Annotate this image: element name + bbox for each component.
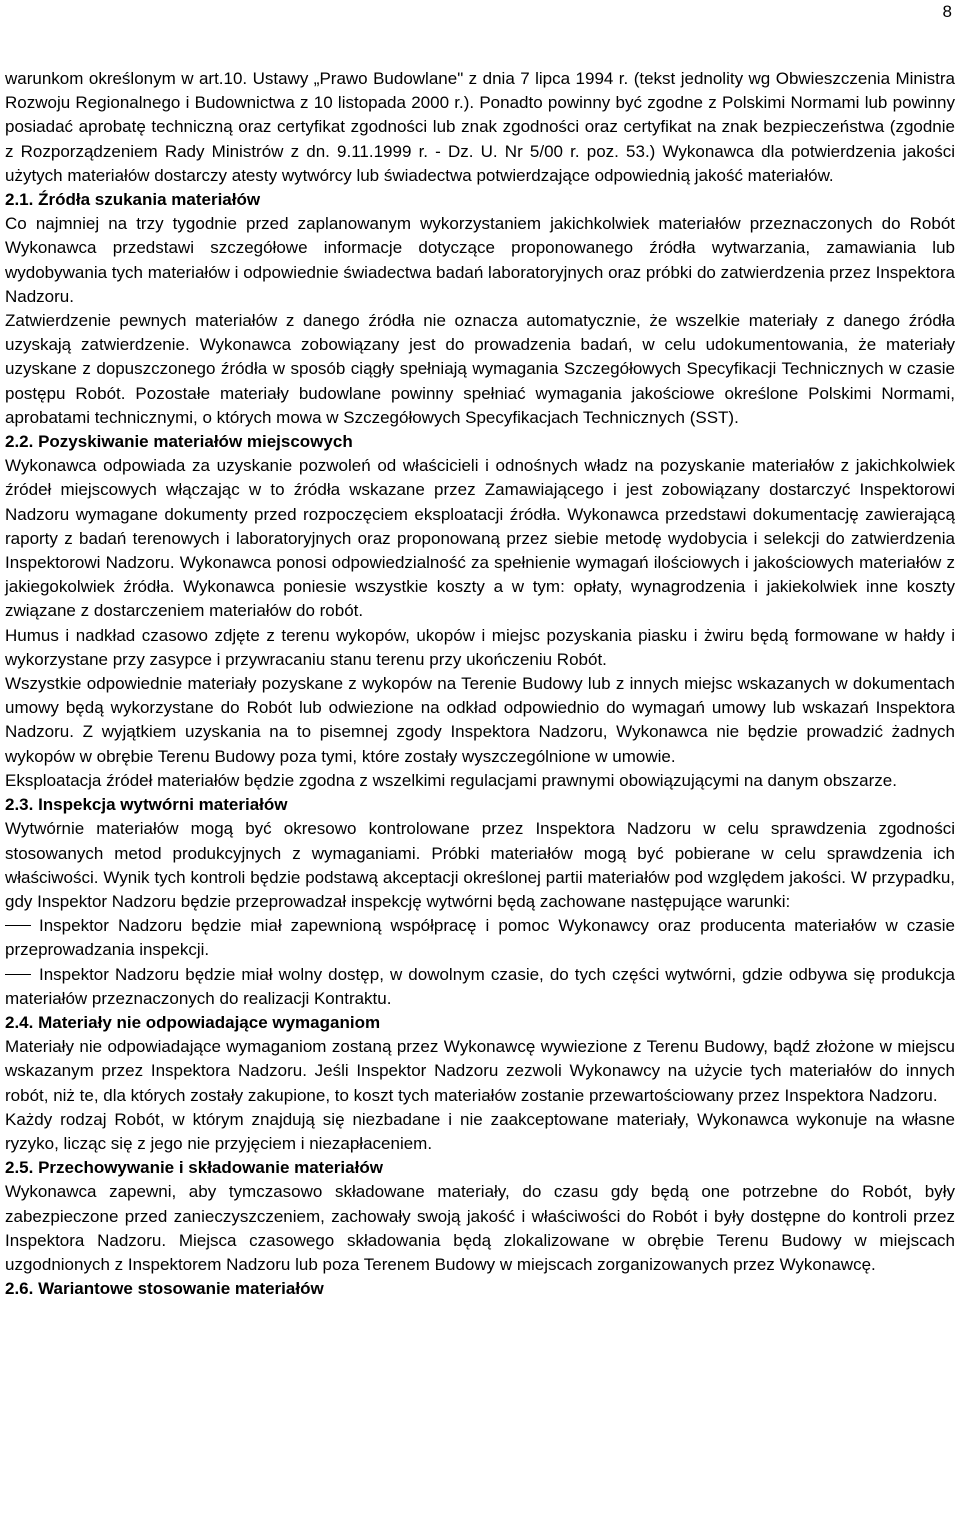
paragraph: Wytwórnie materiałów mogą być okresowo kontrolowane przez Inspektora Nadzoru w celu sprawdzenia zgodności stosowanych metod produkcyjnych z wymaganiami. Próbki materiałów mogą być pobierane w celu sprawdzenia ich właściwości. Wynik tych kontroli będzie podstawą akceptacji określonej partii materiałów pod względem jakości. W przypadku, gdy Inspektor Nadzoru będzie przeprowadzał inspekcję wytwórni będą zachowane następujące warunki: (5, 819, 955, 911)
list-item-text: Inspektor Nadzoru będzie miał zapewnioną współpracę i pomoc Wykonawcy oraz producenta materiałów w czasie przeprowadzania inspekcji. (5, 916, 955, 960)
section-heading-2-3: 2.3. Inspekcja wytwórni materiałów (5, 795, 288, 815)
paragraph: Wykonawca odpowiada za uzyskanie pozwoleń od właścicieli i odnośnych władz na pozyskanie materiałów z jakichkolwiek źródeł miejscowych włączając w to źródła wskazane przez Zamawiającego i jest zobowiązany dostarczyć Inspektorowi Nadzoru wymagane dokumenty przed rozpoczęciem eksploatacji źródła. Wykonawca przedstawi dokumentację zawierającą raporty z badań terenowych i laboratoryjnych oraz proponowaną przez siebie metodę wydobycia i selekcji do zatwierdzenia Inspektorowi Nadzoru. Wykonawca ponosi odpowiedzialność za spełnienie wymagań ilościowych i jakościowych materiałów z jakiegokolwiek źródła. Wykonawca poniesie wszystkie koszty a w tym: opłaty, wynagrodzenia i jakiekolwiek inne koszty związane z dostarczeniem materiałów do robót. (5, 456, 955, 621)
paragraph: Materiały nie odpowiadające wymaganiom zostaną przez Wykonawcę wywiezione z Terenu Budowy, bądź złożone w miejscu wskazanym przez Inspektora Nadzoru. Jeśli Inspektor Nadzoru zezwoli Wykonawcy na użycie tych materiałów do innych robót, niż te, dla których zostały zakupione, to koszt tych materiałów zostanie przewartościowany przez Inspektora Nadzoru. (5, 1037, 955, 1105)
section-heading-2-6: 2.6. Wariantowe stosowanie materiałów (5, 1279, 324, 1299)
paragraph: Co najmniej na trzy tygodnie przed zaplanowanym wykorzystaniem jakichkolwiek materiałów przeznaczonych do Robót Wykonawca przedstawi szczegółowe informacje dotyczące proponowanego źródła wytwarzania, zamawiania lub wydobywania tych materiałów i odpowiednie świadectwa badań laboratoryjnych oraz próbki do zatwierdzenia przez Inspektora Nadzoru. (5, 214, 955, 306)
section-heading-2-2: 2.2. Pozyskiwanie materiałów miejscowych (5, 432, 353, 452)
paragraph: Każdy rodzaj Robót, w którym znajdują się niezbadane i nie zaakceptowane materiały, Wykonawca wykonuje na własne ryzyko, licząc się z jego nie przyjęciem i niezapłaceniem. (5, 1109, 955, 1153)
section-heading-2-1: 2.1. Źródła szukania materiałów (5, 190, 261, 210)
section-heading-2-4: 2.4. Materiały nie odpowiadające wymaganiom (5, 1012, 381, 1032)
paragraph: Wykonawca zapewni, aby tymczasowo składowane materiały, do czasu gdy będą one potrzebne do Robót, były zabezpieczone przed zanieczyszczeniem, zachowały swoją jakość i właściwości do Robót i były dostępne do kontroli przez Inspektora Nadzoru. Miejsca czasowego składowania będą zlokalizowane w obrębie Terenu Budowy w miejscach uzgodnionych z Inspektorem Nadzoru lub poza Terenem Budowy w miejscach zorganizowanych przez Wykonawcę. (5, 1182, 955, 1274)
dash-bullet-icon (5, 974, 31, 975)
dash-bullet-icon (5, 925, 31, 926)
list-item (5, 963, 955, 1011)
list-item-text: Inspektor Nadzoru będzie miał wolny dostęp, w dowolnym czasie, do tych części wytwórni, gdzie odbywa się produkcja materiałów przeznaczonych do realizacji Kontraktu. (5, 964, 955, 1008)
list-item (5, 914, 955, 962)
intro-paragraph: warunkom określonym w art.10. Ustawy „Prawo Budowlane" z dnia 7 lipca 1994 r. (tekst jednolity wg Obwieszczenia Ministra Rozwoju Regionalnego i Budownictwa z 10 listopada 2000 r.). Ponadto powinny być zgodne z Polskimi Normami lub powinny posiadać aprobatę techniczną oraz certyfikat zgodności lub znak zgodności oraz certyfikat na znak bezpieczeństwa (zgodnie z Rozporządzeniem Rady Ministrów z dn. 9.11.1999 r. - Dz. U. Nr 5/00 r. poz. 53.) Wykonawca dla potwierdzenia jakości użytych materiałów dostarczy atesty wytwórcy lub świadectwa potwierdzające odpowiednią jakość materiałów. (5, 69, 955, 185)
paragraph: Zatwierdzenie pewnych materiałów z danego źródła nie oznacza automatycznie, że wszelkie materiały z danego źródła uzyskają zatwierdzenie. Wykonawca zobowiązany jest do prowadzenia badań, w celu udokumentowania, że materiały uzyskane z dopuszczonego źródła w sposób ciągły spełniają wymagania Szczegółowych Specyfikacji Technicznych w czasie postępu Robót. Pozostałe materiały budowlane powinny spełniać wymagania jakościowe określone Polskimi Normami, aprobatami technicznymi, o których mowa w Szczegółowych Specyfikacjach Technicznych (SST). (5, 311, 955, 427)
paragraph: Eksploatacja źródeł materiałów będzie zgodna z wszelkimi regulacjami prawnymi obowiązującymi na danym obszarze. (5, 770, 897, 790)
page-number: 8 (942, 2, 952, 21)
paragraph: Humus i nadkład czasowo zdjęte z terenu wykopów, ukopów i miejsc pozyskania piasku i żwiru będą formowane w hałdy i wykorzystane przy zasypce i przywracaniu stanu terenu przy ukończeniu Robót. (5, 625, 955, 669)
document-body (5, 67, 955, 1301)
paragraph: Wszystkie odpowiednie materiały pozyskane z wykopów na Terenie Budowy lub z innych miejsc wskazanych w dokumentach umowy będą wykorzystane do Robót lub odwiezione na odkład odpowiednio do wymagań umowy lub wskazań Inspektora Nadzoru. Z wyjątkiem uzyskania na to pisemnej zgody Inspektora Nadzoru, Wykonawca nie będzie prowadzić żadnych wykopów w obrębie Terenu Budowy poza tymi, które zostały wyszczególnione w umowie. (5, 674, 955, 766)
section-heading-2-5: 2.5. Przechowywanie i składowanie materiałów (5, 1158, 383, 1178)
